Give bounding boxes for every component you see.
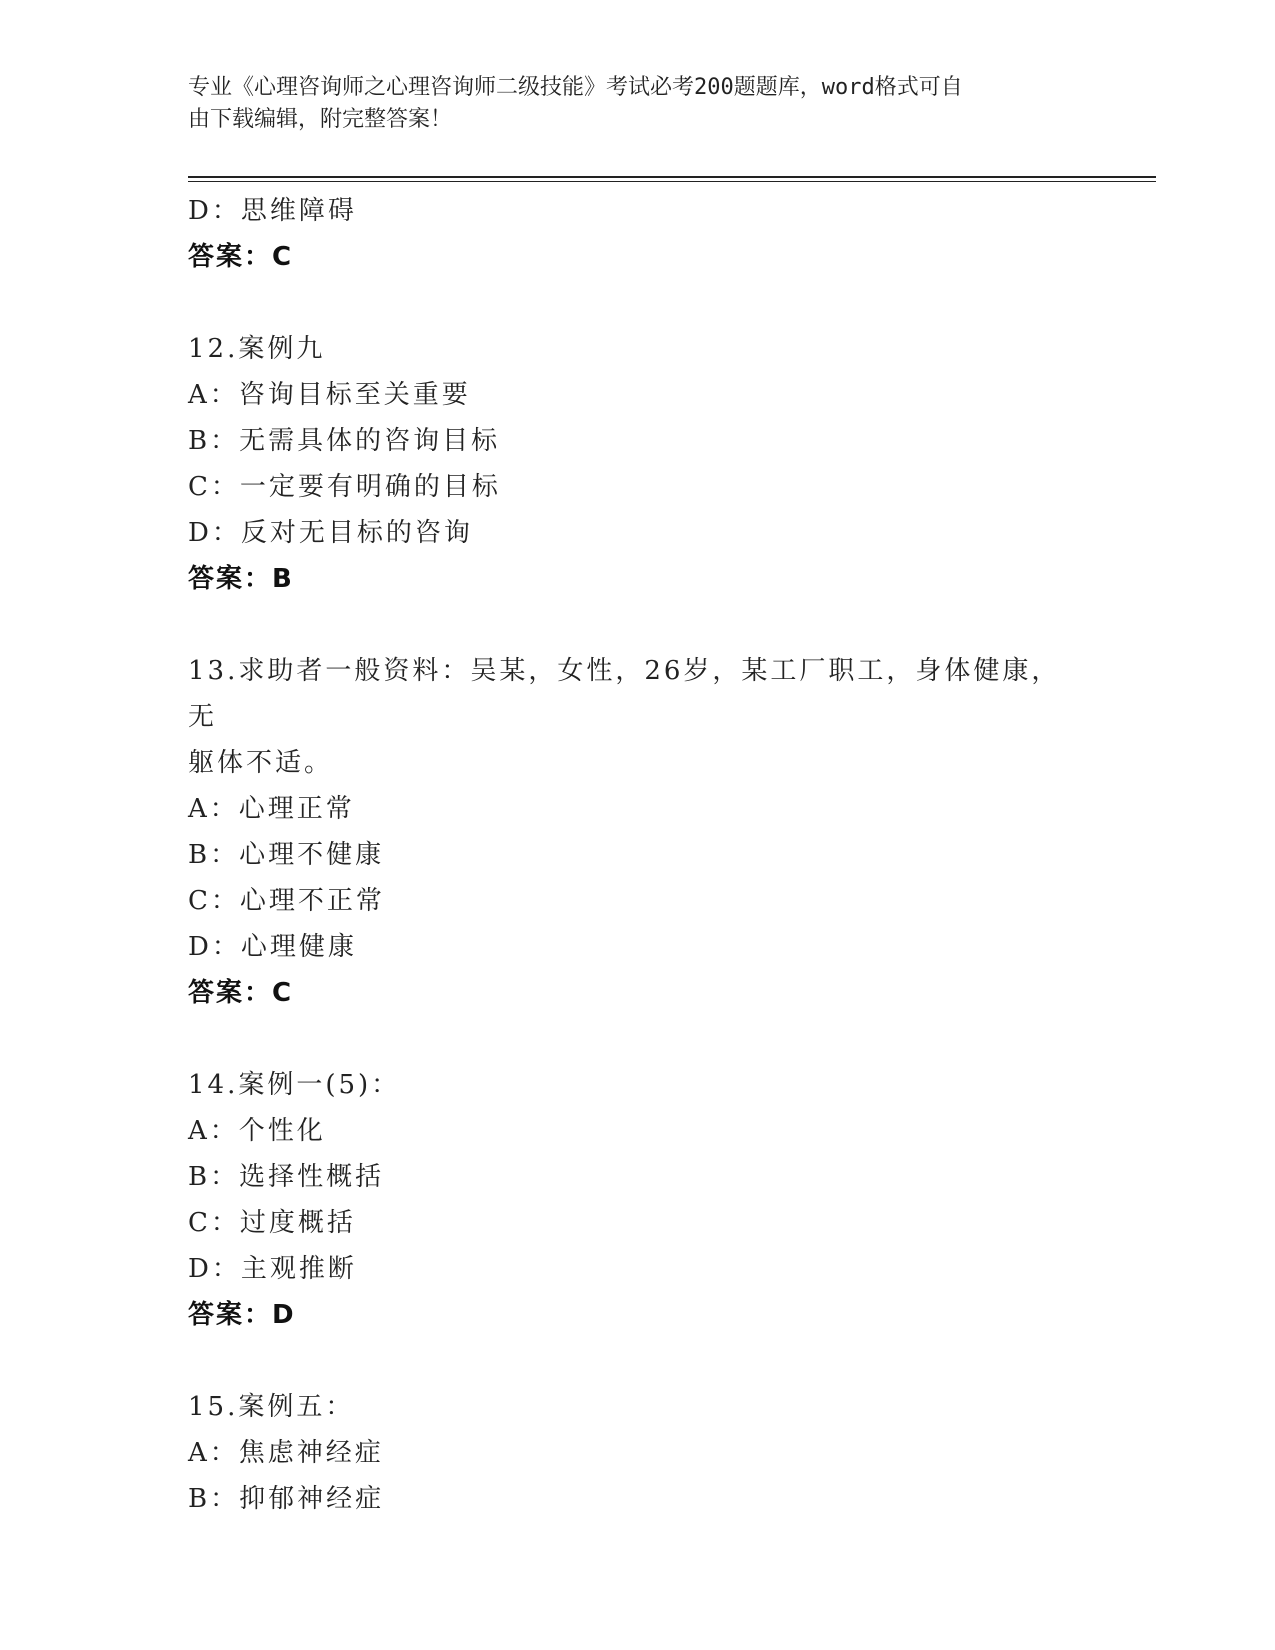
question-content: [188, 188, 1088, 1522]
spacer: [188, 1016, 1088, 1062]
header-line-2: 由下载编辑，附完整答案！: [188, 107, 453, 132]
prev-option-d: D：思维障碍: [188, 196, 357, 226]
prev-answer: 答案：C: [188, 242, 294, 272]
question-12-option-d: D：反对无目标的咨询: [188, 518, 473, 548]
header-divider-thin: [188, 181, 1156, 182]
question-14-option-b: B：选择性概括: [188, 1162, 385, 1192]
header-divider-thick: [188, 176, 1156, 178]
question-12-option-c: C：一定要有明确的目标: [188, 472, 501, 502]
question-15-option-b: B：抑郁神经症: [188, 1484, 385, 1514]
question-12-option-a: A：咨询目标至关重要: [188, 380, 471, 410]
spacer: [188, 1338, 1088, 1384]
question-13-stem-line-1: 13.求助者一般资料：吴某，女性，26岁，某工厂职工，身体健康，无: [188, 656, 1061, 732]
question-14-stem: 14.案例一(5)：: [188, 1070, 401, 1100]
question-13-option-a: A：心理正常: [188, 794, 355, 824]
question-12-stem: 12.案例九: [188, 334, 326, 364]
question-14-option-d: D：主观推断: [188, 1254, 357, 1284]
question-13-option-d: D：心理健康: [188, 932, 357, 962]
spacer: [188, 602, 1088, 648]
question-13-option-c: C：心理不正常: [188, 886, 385, 916]
question-12-answer: 答案：B: [188, 564, 294, 594]
question-14-answer: 答案：D: [188, 1300, 296, 1330]
header-line-1: 专业《心理咨询师之心理咨询师二级技能》考试必考200题题库，word格式可自: [188, 75, 963, 100]
spacer: [188, 280, 1088, 326]
question-14-option-c: C：过度概括: [188, 1208, 356, 1238]
question-15-stem: 15.案例五：: [188, 1392, 355, 1422]
question-15-option-a: A：焦虑神经症: [188, 1438, 384, 1468]
question-13-stem-line-2: 躯体不适。: [188, 748, 334, 778]
question-13-stem: [188, 648, 1068, 786]
question-14-option-a: A：个性化: [188, 1116, 326, 1146]
question-13-option-b: B：心理不健康: [188, 840, 385, 870]
document-header: [188, 72, 1068, 136]
question-12-option-b: B：无需具体的咨询目标: [188, 426, 501, 456]
question-13-answer: 答案：C: [188, 978, 294, 1008]
